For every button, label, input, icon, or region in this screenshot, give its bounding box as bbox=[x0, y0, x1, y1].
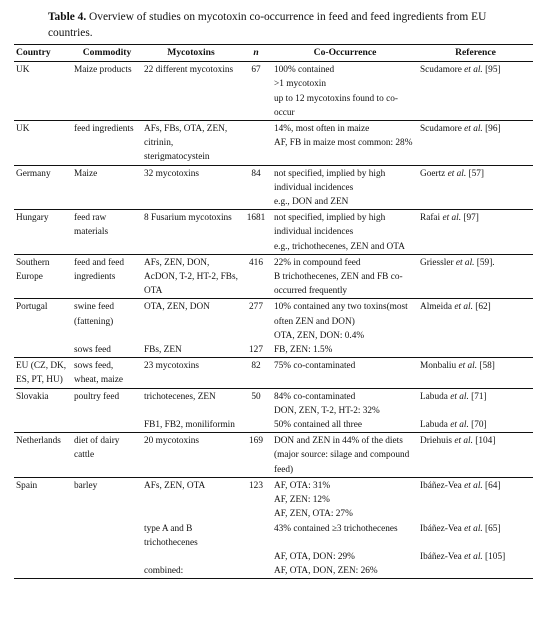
cell-mycotoxins: type A and B trichothecenes bbox=[144, 523, 198, 548]
table-row bbox=[14, 522, 533, 550]
reference-etal: et al. bbox=[464, 551, 483, 562]
reference-num: [97] bbox=[461, 213, 479, 224]
reference-author: Ibáñez-Vea bbox=[420, 523, 462, 534]
table-row bbox=[14, 550, 533, 564]
cooccurrence-line: e.g., DON and ZEN bbox=[274, 197, 349, 208]
cell-n: 277 bbox=[240, 299, 272, 343]
cell-commodity: sows feed bbox=[74, 345, 111, 356]
cooccurrence-line: AF, OTA, DON: 29% bbox=[274, 551, 355, 562]
cell-n: 67 bbox=[240, 62, 272, 121]
reference-author: Labuda bbox=[420, 391, 448, 402]
cell-cooccurrence bbox=[272, 254, 418, 299]
cell-reference bbox=[418, 433, 533, 478]
cooccurrence-line: 14%, most often in maize bbox=[274, 124, 370, 135]
cell-mycotoxins: trichotecenes, ZEN bbox=[142, 388, 240, 418]
cell-country: UK bbox=[14, 62, 72, 121]
cooccurrence-line: B trichothecenes, ZEN and FB co-occurred frequently bbox=[274, 272, 403, 297]
reference-author: Scudamore bbox=[420, 124, 462, 135]
cell-cooccurrence bbox=[272, 343, 418, 358]
header-row bbox=[14, 45, 533, 62]
table-row bbox=[14, 343, 533, 358]
cell-cooccurrence bbox=[272, 121, 418, 166]
cell-mycotoxins: 23 mycotoxins bbox=[142, 358, 240, 388]
cooccurrence-line: AF, FB in maize most common: 28% bbox=[274, 138, 413, 149]
cooccurrence-line: up to 12 mycotoxins found to co-occur bbox=[274, 93, 398, 118]
cooccurrence-line: e.g., trichothecenes, ZEN and OTA bbox=[274, 241, 405, 252]
cell-commodity: sows feed, wheat, maize bbox=[72, 358, 142, 388]
reference-etal: et al. bbox=[450, 420, 469, 431]
table-row bbox=[14, 418, 533, 433]
cooccurrence-line: FB, ZEN: 1.5% bbox=[274, 345, 333, 356]
cell-n: 50 bbox=[240, 388, 272, 418]
cell-reference bbox=[418, 477, 533, 521]
cell-commodity: feed raw materials bbox=[72, 210, 142, 255]
cell-n: 123 bbox=[240, 477, 272, 521]
cell-n bbox=[240, 564, 272, 579]
reference-etal: et al. bbox=[458, 361, 478, 372]
cell-cooccurrence bbox=[272, 477, 418, 521]
cell-mycotoxins: combined: bbox=[142, 564, 240, 579]
cell-reference bbox=[418, 358, 533, 388]
cell-country: Germany bbox=[14, 165, 72, 210]
cooccurrence-table bbox=[14, 44, 533, 579]
cell-reference bbox=[418, 388, 533, 418]
cell-mycotoxins: 8 Fusarium mycotoxins bbox=[142, 210, 240, 255]
reference-num: [105] bbox=[482, 551, 506, 562]
cell-commodity: barley bbox=[72, 477, 142, 521]
cooccurrence-line: 75% co-contaminated bbox=[274, 361, 356, 372]
reference-etal: et al. bbox=[464, 124, 483, 135]
reference-author: Goertz bbox=[420, 168, 446, 179]
caption-text: Overview of studies on mycotoxin co-occurrence in feed and feed ingredients from EU countries. bbox=[48, 11, 487, 39]
cell-mycotoxins: AFs, ZEN, DON, AcDON, T-2, HT-2, FBs, OTA bbox=[142, 254, 240, 299]
reference-author: Rafai bbox=[420, 213, 441, 224]
reference-author: Driehuis bbox=[420, 436, 453, 447]
cell-cooccurrence bbox=[272, 358, 418, 388]
reference-num: [70] bbox=[468, 420, 487, 431]
cell-country: UK bbox=[14, 121, 72, 166]
cell-reference bbox=[418, 165, 533, 210]
table-row bbox=[14, 299, 533, 343]
cooccurrence-line: AF, OTA: 31% bbox=[274, 480, 331, 491]
reference-num: [71] bbox=[468, 391, 487, 402]
reference-num: [57] bbox=[466, 168, 485, 179]
cell-cooccurrence bbox=[272, 165, 418, 210]
cell-n bbox=[240, 550, 272, 564]
reference-etal: et al. bbox=[464, 480, 483, 491]
cell-country: Slovakia bbox=[14, 388, 72, 418]
cell-reference bbox=[418, 343, 533, 358]
reference-author: Ibáñez-Vea bbox=[420, 480, 462, 491]
reference-num: [96] bbox=[482, 124, 501, 135]
cooccurrence-line: DON, ZEN, T-2, HT-2: 32% bbox=[274, 405, 380, 416]
cell-mycotoxins: 20 mycotoxins bbox=[142, 433, 240, 478]
cooccurrence-line: DON and ZEN in 44% of the diets (major source: silage and compound feed) bbox=[274, 436, 410, 475]
reference-author: Almeida bbox=[420, 302, 453, 313]
table-row bbox=[14, 165, 533, 210]
cell-n: 82 bbox=[240, 358, 272, 388]
cell-country: Southern Europe bbox=[14, 254, 72, 299]
table-row bbox=[14, 210, 533, 255]
cell-mycotoxins: FBs, ZEN bbox=[144, 345, 182, 356]
cell-cooccurrence bbox=[272, 388, 418, 418]
cooccurrence-line: AF, OTA, DON, ZEN: 26% bbox=[274, 566, 378, 577]
cell-country: EU (CZ, DK, ES, PT, HU) bbox=[14, 358, 72, 388]
reference-num: [64] bbox=[482, 480, 501, 491]
cell-n bbox=[240, 121, 272, 166]
table-row bbox=[14, 433, 533, 478]
cell-cooccurrence bbox=[272, 564, 418, 579]
reference-etal: et al. bbox=[447, 168, 467, 179]
cell-cooccurrence bbox=[272, 299, 418, 343]
reference-author: Labuda bbox=[420, 420, 448, 431]
cell-reference bbox=[418, 62, 533, 121]
table-row bbox=[14, 477, 533, 521]
cell-reference bbox=[418, 210, 533, 255]
cell-commodity: feed ingredients bbox=[72, 121, 142, 166]
cell-cooccurrence bbox=[272, 210, 418, 255]
cell-n: 127 bbox=[249, 345, 263, 356]
cell-reference bbox=[418, 522, 533, 550]
cooccurrence-line: 50% contained all three bbox=[274, 420, 363, 431]
cell-country bbox=[14, 550, 72, 564]
cooccurrence-line: AF, ZEN: 12% bbox=[274, 495, 330, 506]
cell-reference bbox=[418, 254, 533, 299]
reference-num: [59]. bbox=[474, 257, 495, 268]
header-commodity: Commodity bbox=[72, 45, 142, 62]
header-cooccurrence: Co-Occurrence bbox=[272, 45, 418, 62]
cooccurrence-line: 22% in compound feed bbox=[274, 257, 361, 268]
reference-etal: et al. bbox=[450, 391, 469, 402]
reference-num: [95] bbox=[482, 65, 501, 76]
cell-country: Hungary bbox=[14, 210, 72, 255]
cell-cooccurrence bbox=[272, 433, 418, 478]
cell-mycotoxins bbox=[142, 550, 240, 564]
cooccurrence-line: 84% co-contaminated bbox=[274, 391, 356, 402]
cell-country: Portugal bbox=[14, 299, 72, 343]
cell-reference bbox=[418, 550, 533, 564]
cell-country: Netherlands bbox=[14, 433, 72, 478]
header-country: Country bbox=[14, 45, 72, 62]
cell-country bbox=[14, 343, 72, 358]
reference-author: Scudamore bbox=[420, 65, 462, 76]
table-row bbox=[14, 254, 533, 299]
cell-mycotoxins: 32 mycotoxins bbox=[142, 165, 240, 210]
cell-mycotoxins: AFs, FBs, OTA, ZEN, citrinin, sterigmatocystein bbox=[142, 121, 240, 166]
table-caption bbox=[48, 9, 518, 41]
cell-country bbox=[14, 522, 72, 550]
cooccurrence-line: OTA, ZEN, DON: 0.4% bbox=[274, 330, 365, 341]
cell-cooccurrence bbox=[272, 522, 418, 550]
cell-reference bbox=[418, 121, 533, 166]
cell-commodity: feed and feed ingredients bbox=[72, 254, 142, 299]
cell-mycotoxins: 22 different mycotoxins bbox=[142, 62, 240, 121]
cell-n bbox=[240, 418, 272, 433]
cell-cooccurrence bbox=[272, 62, 418, 121]
cell-commodity: poultry feed bbox=[72, 388, 142, 418]
cell-commodity bbox=[72, 564, 142, 579]
header-mycotoxins: Mycotoxins bbox=[142, 45, 240, 62]
table-row bbox=[14, 358, 533, 388]
table-row bbox=[14, 62, 533, 121]
cell-cooccurrence bbox=[272, 550, 418, 564]
cooccurrence-line: >1 mycotoxin bbox=[274, 79, 326, 90]
cell-commodity bbox=[72, 418, 142, 433]
cooccurrence-line: not specified, implied by high individual incidences bbox=[274, 213, 386, 238]
reference-etal: et al. bbox=[464, 65, 483, 76]
table-row bbox=[14, 121, 533, 166]
cooccurrence-line: 10% contained any two toxins(most often ZEN and DON) bbox=[274, 302, 408, 327]
header-n: n bbox=[240, 45, 272, 62]
cooccurrence-line: not specified, implied by high individual incidences bbox=[274, 168, 386, 193]
cell-commodity: Maize products bbox=[72, 62, 142, 121]
cell-mycotoxins: AFs, ZEN, OTA bbox=[142, 477, 240, 521]
cell-cooccurrence bbox=[272, 418, 418, 433]
cell-reference bbox=[418, 418, 533, 433]
header-reference: Reference bbox=[418, 45, 533, 62]
cell-commodity: Maize bbox=[72, 165, 142, 210]
cell-n: 169 bbox=[240, 433, 272, 478]
reference-etal: et al. bbox=[442, 213, 462, 224]
reference-etal: et al. bbox=[454, 302, 473, 313]
cell-commodity bbox=[72, 550, 142, 564]
cell-commodity bbox=[72, 522, 142, 550]
reference-author: Griessler bbox=[420, 257, 454, 268]
reference-author: Monbaliu bbox=[420, 361, 457, 372]
cell-reference bbox=[418, 299, 533, 343]
reference-etal: et al. bbox=[454, 436, 473, 447]
cell-reference bbox=[418, 564, 533, 579]
cooccurrence-line: AF, ZEN, OTA: 27% bbox=[274, 509, 353, 520]
caption-label: Table 4. bbox=[48, 11, 87, 23]
cell-country: Spain bbox=[14, 477, 72, 521]
table-row bbox=[14, 564, 533, 579]
cell-n: 416 bbox=[240, 254, 272, 299]
cell-n bbox=[240, 522, 272, 550]
reference-num: [62] bbox=[472, 302, 491, 313]
cell-n: 84 bbox=[240, 165, 272, 210]
reference-num: [58] bbox=[477, 361, 495, 372]
reference-num: [65] bbox=[482, 523, 501, 534]
cell-country bbox=[14, 564, 72, 579]
cell-country bbox=[14, 418, 72, 433]
reference-author: Ibáñez-Vea bbox=[420, 551, 462, 562]
table-row bbox=[14, 388, 533, 418]
cell-commodity: diet of dairy cattle bbox=[72, 433, 142, 478]
cooccurrence-line: 100% contained bbox=[274, 65, 335, 76]
cell-commodity: swine feed (fattening) bbox=[72, 299, 142, 343]
cell-n: 1681 bbox=[240, 210, 272, 255]
cell-mycotoxins: OTA, ZEN, DON bbox=[142, 299, 240, 343]
cooccurrence-line: 43% contained ≥3 trichothecenes bbox=[274, 523, 398, 534]
reference-num: [104] bbox=[472, 436, 496, 447]
cell-mycotoxins: FB1, FB2, moniliformin bbox=[144, 420, 235, 431]
reference-etal: et al. bbox=[455, 257, 475, 268]
reference-etal: et al. bbox=[464, 523, 483, 534]
